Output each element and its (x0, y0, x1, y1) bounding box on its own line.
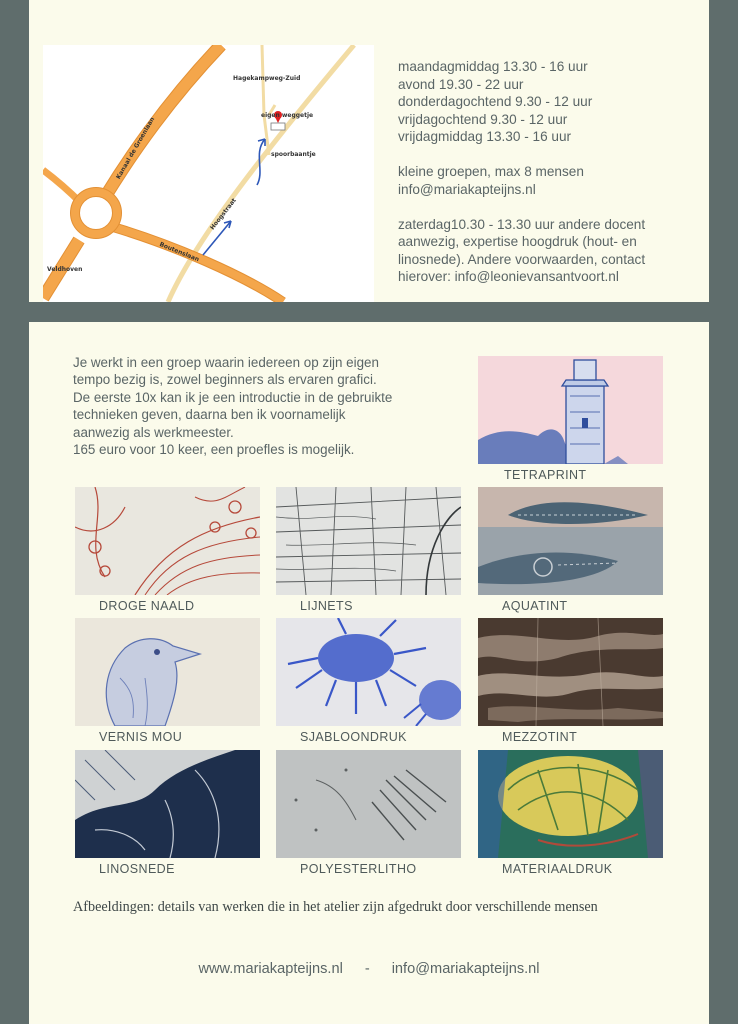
schedule-text (398, 58, 703, 286)
map-label-hagekampweg: Hagekampweg-Zuid (233, 75, 301, 82)
group-size-text: kleine groepen, max 8 mensen (398, 164, 584, 179)
map-label-kanaal: Kanaal de Groenlaan (115, 115, 157, 181)
saturday-line: hierover: info@leonievansantvoort.nl (398, 269, 619, 284)
schedule-line: vrijdagochtend 9.30 - 12 uur (398, 111, 568, 127)
intro-line: Je werkt in een groep waarin iedereen op zijn eigen (73, 355, 379, 370)
print-sjabloondruk (276, 618, 461, 744)
aquatint-image (478, 487, 663, 595)
print-label: POLYESTERLITHO (300, 862, 417, 876)
website-link[interactable]: www.mariakapteijns.nl (198, 961, 343, 977)
saturday-line: zaterdag10.30 - 13.30 uur andere docent (398, 216, 646, 232)
print-label: LIJNETS (300, 599, 353, 613)
print-label: DROGE NAALD (99, 599, 195, 613)
schedule-line: vrijdagmiddag 13.30 - 16 uur (398, 129, 572, 144)
bottom-panel (29, 322, 709, 1024)
print-mezzotint (478, 618, 663, 744)
intro-line: technieken geven, daarna ben ik voornamelijk (73, 407, 346, 423)
print-vernis-mou (75, 618, 260, 744)
location-map (43, 45, 374, 302)
vernis-mou-image (75, 618, 260, 726)
top-panel (29, 0, 709, 302)
images-caption: Afbeeldingen: details van werken die in het atelier zijn afgedrukt door verschillende mensen (73, 899, 598, 915)
saturday-line: linosnede). Andere voorwaarden, contact (398, 251, 646, 267)
contact-email: info@mariakapteijns.nl (398, 181, 536, 197)
intro-text (73, 354, 433, 458)
print-materiaaldruk (478, 750, 663, 876)
schedule-line: donderdagochtend 9.30 - 12 uur (398, 94, 593, 109)
map-label-veldhoven: Veldhoven (47, 266, 83, 273)
print-label: VERNIS MOU (99, 730, 183, 744)
droge-naald-image (75, 487, 260, 595)
print-label: MATERIAALDRUK (502, 862, 613, 876)
intro-line: 165 euro voor 10 keer, een proefles is mogelijk. (73, 442, 355, 458)
tetraprint-image (478, 356, 663, 464)
print-tetraprint (478, 356, 663, 482)
print-lijnets (276, 487, 461, 613)
footer-separator: - (364, 961, 370, 977)
mezzotint-image (478, 618, 663, 726)
sjabloondruk-image (276, 618, 461, 726)
print-polyesterlitho (276, 750, 461, 876)
print-label: SJABLOONDRUK (300, 730, 407, 744)
schedule-line: avond 19.30 - 22 uur (398, 76, 524, 92)
footer-email-link[interactable]: info@mariakapteijns.nl (391, 961, 540, 977)
print-droge-naald (75, 487, 260, 613)
polyesterlitho-image (276, 750, 461, 858)
map-label-boutenslaan: Boutenslaan (158, 241, 201, 264)
print-label: MEZZOTINT (502, 730, 578, 744)
map-label-spoorbaantje: spoorbaantje (271, 151, 316, 158)
intro-line: De eerste 10x kan ik je een introductie in de gebruikte (73, 389, 393, 405)
intro-line: aanwezig als werkmeester. (73, 424, 234, 440)
print-aquatint (478, 487, 663, 613)
materiaaldruk-image (478, 750, 663, 858)
intro-line: tempo bezig is, zowel beginners als ervaren grafici. (73, 372, 377, 388)
map-roads (43, 45, 374, 302)
map-label-hoogstraat: Hoogstraat (209, 197, 238, 232)
saturday-line: aanwezig, expertise hoogdruk (hout- en (398, 234, 637, 249)
print-label: LINOSNEDE (99, 862, 175, 876)
footer-contact (29, 961, 709, 977)
print-label: TETRAPRINT (504, 468, 587, 482)
schedule-line: maandagmiddag 13.30 - 16 uur (398, 59, 588, 74)
print-linosnede (75, 750, 260, 876)
linosnede-image (75, 750, 260, 858)
map-label-eigen-weggetje: eigen weggetje (261, 112, 314, 119)
print-label: AQUATINT (502, 599, 568, 613)
lijnets-image (276, 487, 461, 595)
